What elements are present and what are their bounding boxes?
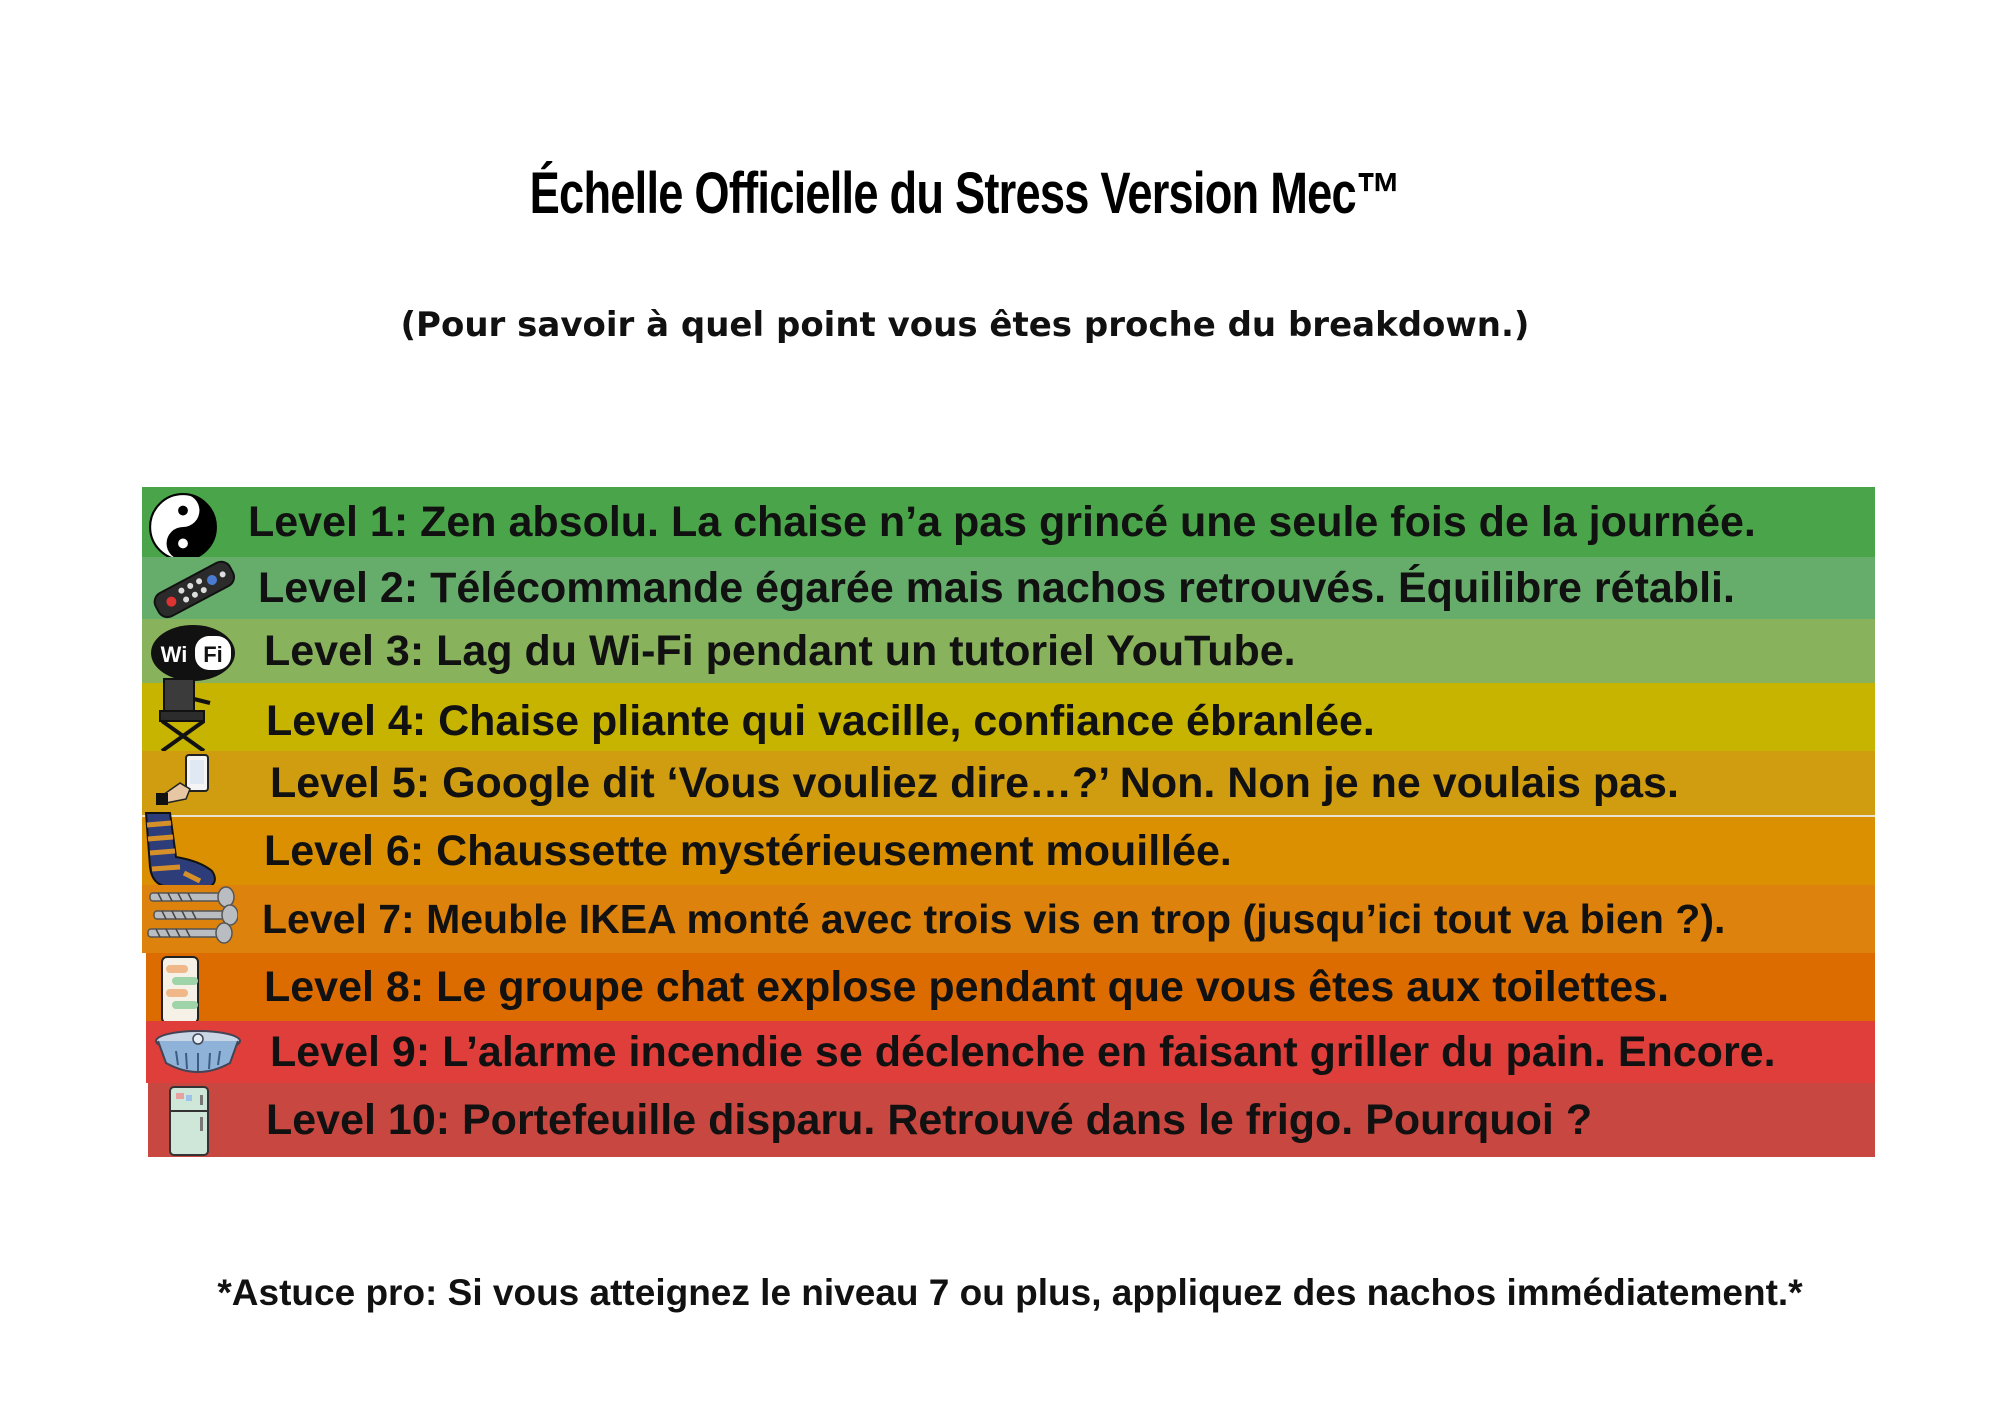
- level-row-1: [142, 487, 1875, 557]
- phone-hand-icon: [156, 753, 218, 805]
- level-label-2: Level 2: Télécommande égarée mais nachos retrouvés. Équilibre rétabli.: [258, 563, 1735, 612]
- level-label-7: Level 7: Meuble IKEA monté avec trois vis en trop (jusqu’ici tout va bien ?).: [262, 895, 1726, 942]
- level-label-3: Level 3: Lag du Wi-Fi pendant un tutoriel YouTube.: [264, 626, 1296, 675]
- page-subtitle: (Pour savoir à quel point vous êtes proche du breakdown.): [400, 305, 1530, 345]
- level-label-6: Level 6: Chaussette mystérieusement mouillée.: [264, 826, 1232, 875]
- level-row-5: [142, 751, 1875, 817]
- folding-chair-icon: [152, 673, 216, 753]
- yin-yang-icon: [148, 492, 218, 562]
- fridge-icon: [164, 1085, 214, 1157]
- page-title: Échelle Officielle du Stress Version Mec™: [529, 161, 1401, 226]
- svg-text:Wi: Wi: [160, 642, 188, 667]
- smoke-alarm-icon: [152, 1025, 244, 1081]
- level-row-7: [142, 885, 1875, 953]
- sock-icon: [140, 811, 224, 893]
- level-row-8: [146, 953, 1875, 1021]
- level-row-6: [142, 817, 1875, 885]
- level-row-2: [142, 557, 1875, 619]
- screws-icon: [144, 883, 238, 945]
- chat-phone-icon: [156, 955, 208, 1025]
- level-row-10: [148, 1083, 1875, 1157]
- level-row-3: [142, 619, 1875, 683]
- tv-remote-icon: [146, 557, 240, 621]
- level-label-10: Level 10: Portefeuille disparu. Retrouvé dans le frigo. Pourquoi ?: [266, 1095, 1593, 1144]
- level-label-5: Level 5: Google dit ‘Vous vouliez dire…?’ Non. Non je ne voulais pas.: [270, 758, 1679, 807]
- level-row-4: [142, 683, 1875, 751]
- level-label-4: Level 4: Chaise pliante qui vacille, confiance ébranlée.: [266, 696, 1375, 745]
- level-row-9: [146, 1021, 1875, 1083]
- svg-text:Fi: Fi: [203, 642, 223, 667]
- level-label-1: Level 1: Zen absolu. La chaise n’a pas grincé une seule fois de la journée.: [248, 497, 1756, 546]
- pro-tip-footnote: *Astuce pro: Si vous atteignez le niveau 7 ou plus, appliquez des nachos immédiatement.*: [217, 1272, 1803, 1313]
- level-label-8: Level 8: Le groupe chat explose pendant que vous êtes aux toilettes.: [264, 962, 1670, 1011]
- level-label-9: Level 9: L’alarme incendie se déclenche en faisant griller du pain. Encore.: [270, 1027, 1776, 1076]
